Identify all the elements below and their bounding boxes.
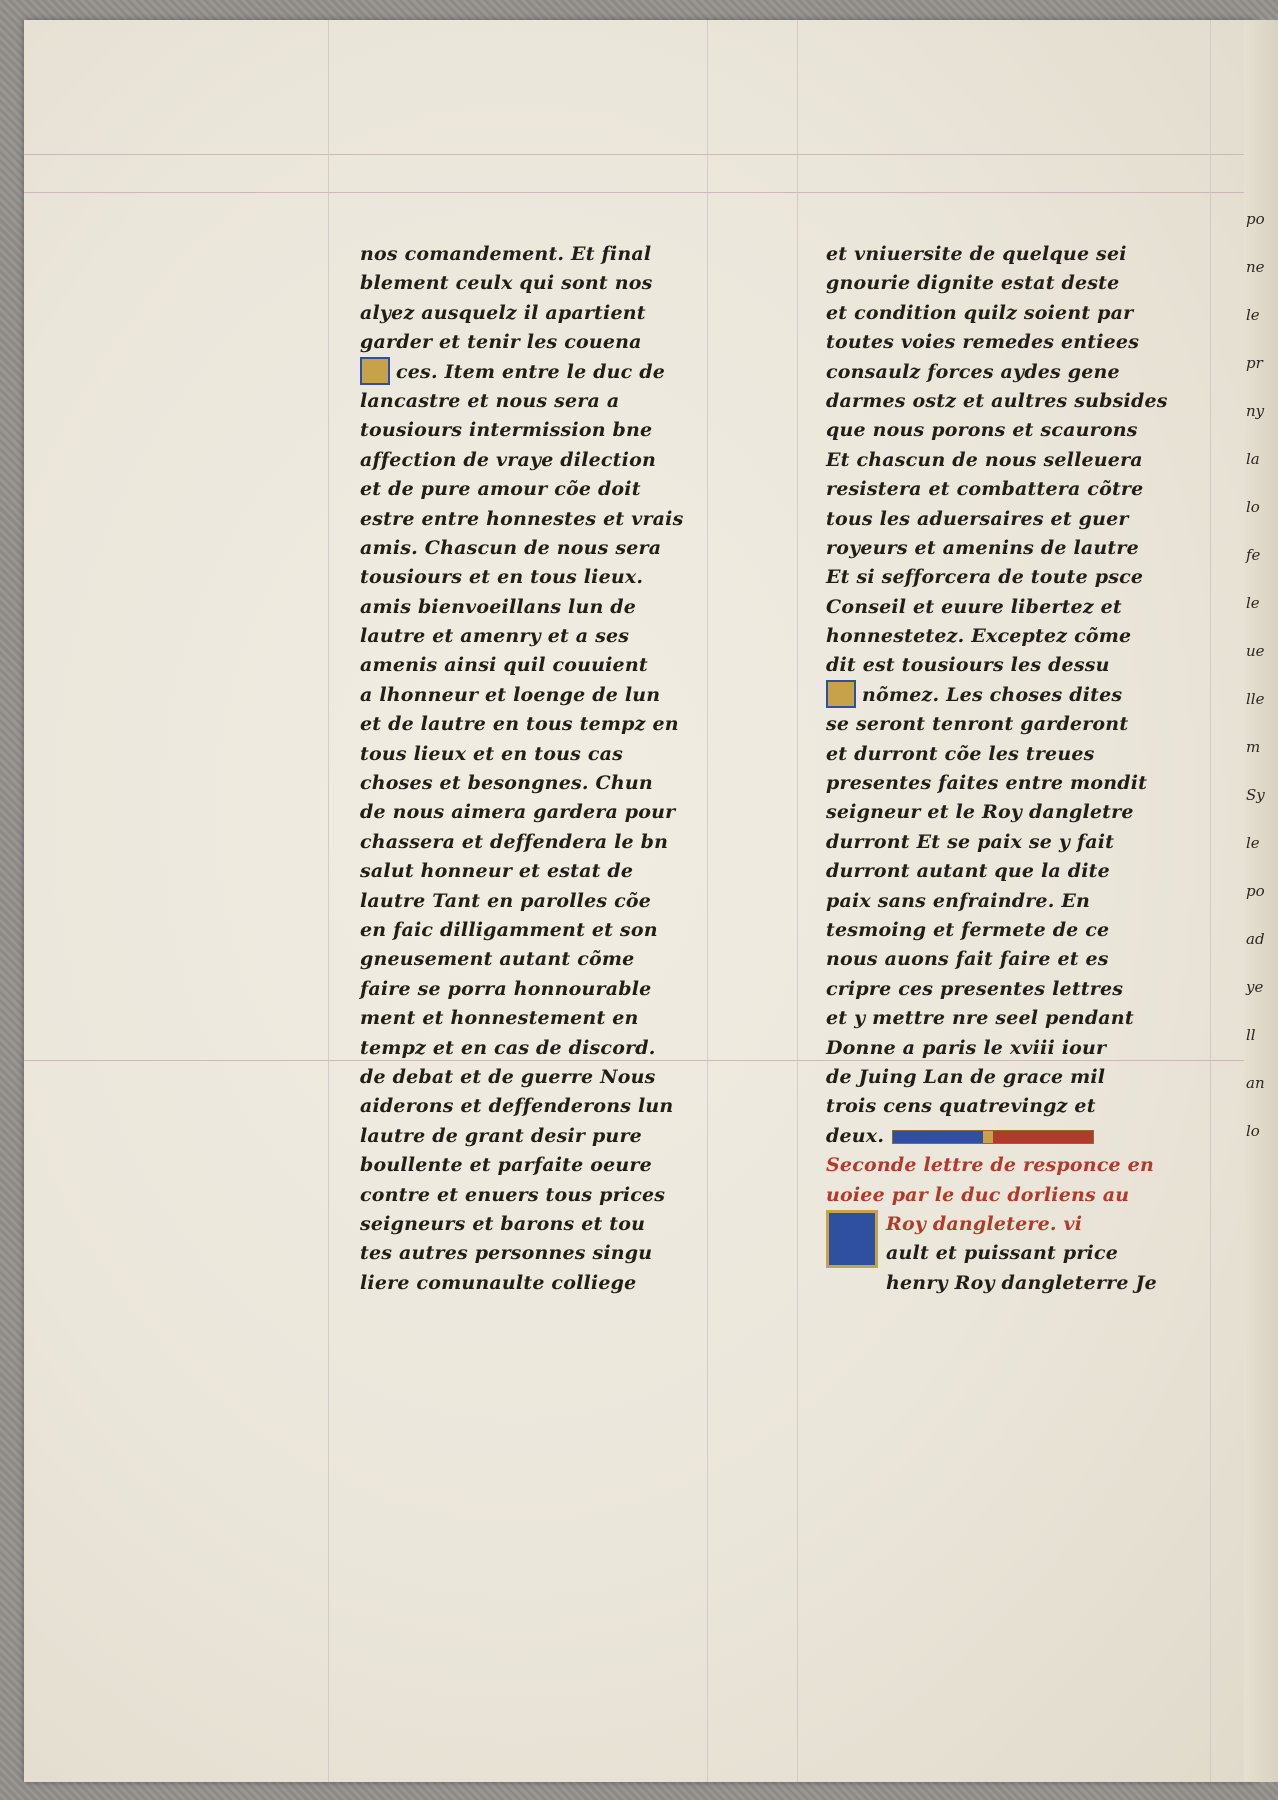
- manuscript-line-text: durront autant que la dite: [826, 860, 1110, 883]
- manuscript-line-text: seigneur et le Roy dangletre: [826, 801, 1134, 824]
- manuscript-line-text: salut honneur et estat de: [360, 860, 634, 883]
- edge-text-fragment: le: [1246, 594, 1260, 612]
- edge-text-fragment: la: [1246, 450, 1260, 468]
- edge-text-fragment: ll: [1246, 1026, 1256, 1044]
- manuscript-line: [826, 945, 1212, 974]
- manuscript-line-text: et de pure amour cõe doit: [360, 478, 641, 501]
- manuscript-line: [360, 328, 730, 357]
- manuscript-line: [360, 681, 730, 710]
- manuscript-line: [826, 769, 1212, 798]
- edge-text-fragment: le: [1246, 834, 1260, 852]
- manuscript-line-text: a lhonneur et loenge de lun: [360, 683, 661, 706]
- manuscript-line-text: Conseil et euure libertez et: [826, 595, 1122, 618]
- illuminated-initial-large: [826, 1210, 878, 1268]
- manuscript-line-text: estre entre honnestes et vrais: [360, 507, 684, 530]
- manuscript-line: [360, 975, 730, 1004]
- edge-text-fragment: ue: [1246, 642, 1265, 660]
- manuscript-line: [826, 240, 1212, 269]
- manuscript-line: [360, 769, 730, 798]
- manuscript-line: [826, 710, 1212, 739]
- manuscript-line: [360, 534, 730, 563]
- manuscript-line-text: amis. Chascun de nous sera: [360, 536, 662, 559]
- manuscript-line: [360, 945, 730, 974]
- manuscript-line: [826, 681, 1212, 710]
- manuscript-line-text: lancastre et nous sera a: [360, 389, 620, 412]
- manuscript-line: [826, 975, 1212, 1004]
- manuscript-line: [360, 446, 730, 475]
- manuscript-line: [360, 358, 730, 387]
- manuscript-line: [826, 857, 1212, 886]
- manuscript-line-text: cripre ces presentes lettres: [826, 977, 1124, 1000]
- edge-text-fragment: ad: [1246, 930, 1265, 948]
- edge-text-fragment: Sy: [1246, 786, 1265, 804]
- manuscript-line: [826, 358, 1212, 387]
- manuscript-line: [826, 1210, 1212, 1239]
- manuscript-line-text: liere comunaulte colliege: [360, 1271, 637, 1294]
- manuscript-line-text: et vniuersite de quelque sei: [826, 243, 1127, 265]
- ruling-line: [797, 20, 798, 1782]
- ruling-line: [24, 192, 1256, 193]
- manuscript-line-text: tous les aduersaires et guer: [826, 507, 1129, 530]
- manuscript-line-text: uoiee par le duc dorliens au: [826, 1183, 1130, 1206]
- manuscript-line-text: tous lieux et en tous cas: [360, 742, 624, 765]
- illuminated-initial: [826, 680, 856, 708]
- manuscript-line-text: presentes faites entre mondit: [826, 772, 1148, 795]
- manuscript-line-text: ces. Item entre le duc de: [396, 360, 666, 383]
- manuscript-line: [826, 651, 1212, 680]
- manuscript-line: [360, 828, 730, 857]
- manuscript-line: [360, 1239, 730, 1268]
- manuscript-line-text: de debat et de guerre Nous: [360, 1065, 656, 1088]
- manuscript-line-text: tesmoing et fermete de ce: [826, 918, 1110, 941]
- manuscript-line-text: ment et honnestement en: [360, 1007, 639, 1030]
- manuscript-line-text: et y mettre nre seel pendant: [826, 1007, 1134, 1030]
- manuscript-line: [826, 269, 1212, 298]
- manuscript-line-text: Seconde lettre de responce en: [826, 1154, 1154, 1177]
- manuscript-line-text: boullente et parfaite oeure: [360, 1154, 652, 1177]
- manuscript-line: [826, 505, 1212, 534]
- manuscript-line: [360, 1181, 730, 1210]
- manuscript-line-text: alyez ausquelz il apartient: [360, 301, 646, 324]
- manuscript-line: [826, 534, 1212, 563]
- manuscript-line: [826, 798, 1212, 827]
- manuscript-line: [826, 1092, 1212, 1121]
- manuscript-line: [360, 1269, 730, 1298]
- manuscript-line: [826, 1004, 1212, 1033]
- manuscript-line: [360, 387, 730, 416]
- manuscript-line: [360, 475, 730, 504]
- manuscript-line-text: nous auons fait faire et es: [826, 948, 1109, 971]
- manuscript-line-text: choses et besongnes. Chun: [360, 772, 653, 795]
- manuscript-line: [360, 505, 730, 534]
- manuscript-line-text: royeurs et amenins de lautre: [826, 536, 1139, 559]
- manuscript-line-text: et de lautre en tous tempz en: [360, 713, 679, 736]
- right-text-column: [826, 240, 1212, 1298]
- manuscript-line: [826, 1239, 1212, 1268]
- manuscript-line: [360, 1210, 730, 1239]
- manuscript-line: [826, 299, 1212, 328]
- manuscript-line: [360, 1092, 730, 1121]
- manuscript-line: [826, 1269, 1212, 1298]
- manuscript-line-text: paix sans enfraindre. En: [826, 889, 1091, 912]
- ruling-line: [24, 154, 1256, 155]
- edge-text-fragment: po: [1246, 882, 1265, 900]
- edge-text-fragment: po: [1246, 210, 1265, 228]
- manuscript-line-text: affection de vraye dilection: [360, 448, 656, 471]
- manuscript-line: [826, 740, 1212, 769]
- edge-text-fragment: fe: [1246, 546, 1261, 564]
- edge-text-fragment: lo: [1246, 1122, 1260, 1140]
- manuscript-line-text: honnestetez. Exceptez cõme: [826, 625, 1132, 648]
- manuscript-line-text: Roy dangletere. vi: [886, 1212, 1083, 1235]
- manuscript-line-text: dit est tousiours les dessu: [826, 654, 1110, 677]
- manuscript-line-text: chassera et deffendera le bn: [360, 830, 669, 853]
- manuscript-line: [826, 328, 1212, 357]
- manuscript-line-text: faire se porra honnourable: [360, 977, 652, 1000]
- illuminated-initial: [360, 357, 390, 385]
- manuscript-line-text: durront Et se paix se y fait: [826, 830, 1115, 853]
- manuscript-line: [360, 916, 730, 945]
- manuscript-line-text: en faic dilligamment et son: [360, 918, 658, 941]
- edge-text-fragment: le: [1246, 306, 1260, 324]
- manuscript-line: [360, 651, 730, 680]
- manuscript-line: [826, 416, 1212, 445]
- manuscript-line-text: amenis ainsi quil couuient: [360, 654, 648, 677]
- manuscript-line: [360, 622, 730, 651]
- edge-text-fragment: ny: [1246, 402, 1265, 420]
- manuscript-line: [360, 887, 730, 916]
- manuscript-line-text: henry Roy dangleterre Je: [886, 1271, 1157, 1294]
- manuscript-line: [826, 887, 1212, 916]
- manuscript-line-text: trois cens quatrevingz et: [826, 1095, 1096, 1118]
- manuscript-line: [826, 475, 1212, 504]
- manuscript-line: [826, 916, 1212, 945]
- manuscript-line-text: tes autres personnes singu: [360, 1242, 653, 1265]
- manuscript-line: [826, 1034, 1212, 1063]
- manuscript-line-text: gnourie dignite estat deste: [826, 272, 1120, 295]
- manuscript-line: [360, 563, 730, 592]
- manuscript-line-text: et durront cõe les treues: [826, 742, 1095, 765]
- manuscript-line-text: de nous aimera gardera pour: [360, 801, 676, 824]
- manuscript-line: [360, 416, 730, 445]
- manuscript-line: [360, 710, 730, 739]
- manuscript-line-text: nos comandement. Et final: [360, 243, 652, 265]
- manuscript-line: [826, 563, 1212, 592]
- manuscript-line-text: tempz et en cas de discord.: [360, 1036, 656, 1059]
- manuscript-line: [826, 622, 1212, 651]
- manuscript-line-text: garder et tenir les couena: [360, 331, 642, 354]
- manuscript-line: [360, 593, 730, 622]
- ruling-line: [328, 20, 329, 1782]
- manuscript-line-text: toutes voies remedes entiees: [826, 331, 1140, 354]
- manuscript-line-text: lautre Tant en parolles cõe: [360, 889, 652, 912]
- manuscript-line-text: darmes ostz et aultres subsides: [826, 389, 1168, 412]
- manuscript-line: [360, 1151, 730, 1180]
- manuscript-line: [360, 740, 730, 769]
- manuscript-line: [826, 1151, 1212, 1180]
- manuscript-line: [360, 299, 730, 328]
- manuscript-line-text: amis bienvoeillans lun de: [360, 595, 637, 618]
- manuscript-line: [826, 1181, 1212, 1210]
- manuscript-line-text: tousiours et en tous lieux.: [360, 566, 644, 589]
- manuscript-line: [826, 1122, 1212, 1151]
- manuscript-line-text: blement ceulx qui sont nos: [360, 272, 653, 295]
- manuscript-line: [360, 1034, 730, 1063]
- edge-text-fragment: ye: [1246, 978, 1264, 996]
- edge-text-fragment: lo: [1246, 498, 1260, 516]
- manuscript-line-text: deux.: [826, 1124, 885, 1147]
- manuscript-line: [360, 857, 730, 886]
- adjacent-page-edge: [1244, 20, 1278, 1782]
- manuscript-line-text: consaulz forces aydes gene: [826, 360, 1120, 383]
- edge-text-fragment: an: [1246, 1074, 1265, 1092]
- manuscript-line: [360, 240, 730, 269]
- manuscript-line: [360, 1063, 730, 1092]
- manuscript-line-text: gneusement autant cõme: [360, 948, 635, 971]
- manuscript-line: [360, 1004, 730, 1033]
- manuscript-line: [360, 1122, 730, 1151]
- manuscript-line-text: ault et puissant price: [886, 1242, 1119, 1265]
- edge-text-fragment: pr: [1246, 354, 1263, 372]
- manuscript-line-text: Donne a paris le xviii iour: [826, 1036, 1107, 1059]
- manuscript-line-text: tousiours intermission bne: [360, 419, 653, 442]
- manuscript-line-text: et condition quilz soient par: [826, 301, 1134, 324]
- manuscript-line-text: nõmez. Les choses dites: [862, 683, 1123, 706]
- manuscript-line-text: aiderons et deffenderons lun: [360, 1095, 674, 1118]
- manuscript-line-text: se seront tenront garderont: [826, 713, 1129, 736]
- manuscript-line-text: seigneurs et barons et tou: [360, 1212, 646, 1235]
- edge-text-fragment: ne: [1246, 258, 1265, 276]
- manuscript-line: [360, 269, 730, 298]
- manuscript-line-text: Et chascun de nous selleuera: [826, 448, 1143, 471]
- decorative-line-filler: [892, 1130, 1094, 1144]
- manuscript-line-text: lautre de grant desir pure: [360, 1124, 642, 1147]
- manuscript-line-text: de Juing Lan de grace mil: [826, 1065, 1106, 1088]
- manuscript-line: [826, 593, 1212, 622]
- manuscript-line-text: que nous porons et scaurons: [826, 419, 1138, 442]
- manuscript-line-text: resistera et combattera cõtre: [826, 478, 1144, 501]
- edge-text-fragment: m: [1246, 738, 1261, 756]
- manuscript-line: [360, 798, 730, 827]
- manuscript-line-text: Et si sefforcera de toute psce: [826, 566, 1144, 589]
- left-text-column: [360, 240, 730, 1298]
- manuscript-line-text: contre et enuers tous prices: [360, 1183, 666, 1206]
- manuscript-line: [826, 1063, 1212, 1092]
- manuscript-line: [826, 446, 1212, 475]
- manuscript-line-text: lautre et amenry et a ses: [360, 625, 630, 648]
- edge-text-fragment: lle: [1246, 690, 1265, 708]
- manuscript-line: [826, 387, 1212, 416]
- manuscript-line: [826, 828, 1212, 857]
